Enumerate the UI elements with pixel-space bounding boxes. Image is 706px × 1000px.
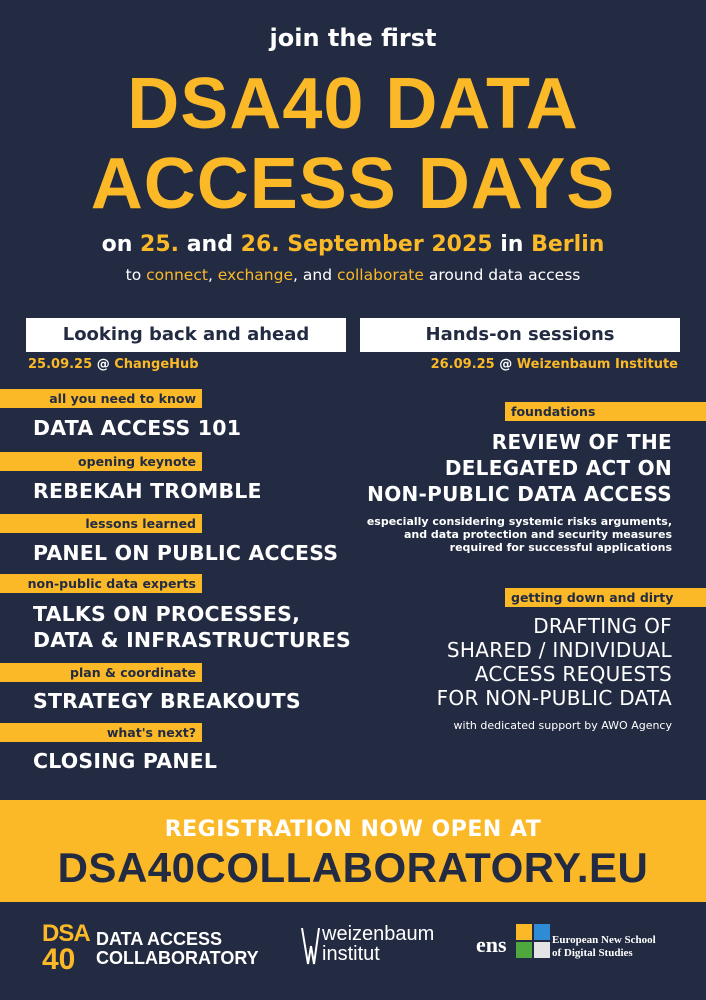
session-title-line3: NON-PUBLIC DATA ACCESS (367, 482, 672, 506)
day1-venue: ChangeHub (114, 357, 199, 372)
date-and: and (186, 232, 233, 257)
session-title-line1: DRAFTING OF (533, 614, 672, 638)
date-city: Berlin (531, 232, 605, 257)
weizenbaum-w-icon (300, 926, 320, 966)
weizenbaum-logo-line2: institut (322, 943, 380, 965)
session-subtitle-line1: especially considering systemic risks arguments, (366, 515, 672, 528)
session-title-line2: SHARED / INDIVIDUAL (446, 638, 672, 662)
weizenbaum-logo-line1: weizenbaum (322, 923, 435, 945)
session-tag: what's next? (0, 723, 202, 742)
session-title: PANEL ON PUBLIC ACCESS (33, 541, 339, 565)
session-title-line2: DATA & INFRASTRUCTURES (33, 628, 351, 652)
session-title: CLOSING PANEL (33, 749, 218, 773)
session-title-line4: FOR NON-PUBLIC DATA (436, 686, 672, 710)
tagline-sep1: , (207, 266, 218, 284)
dsa40-mark-top: DSA (42, 920, 90, 947)
day1-date-venue (28, 357, 199, 372)
date-day2: 26. September 2025 (240, 232, 493, 257)
ens-squares-icon (516, 924, 550, 958)
footer-logos (0, 902, 706, 1000)
session-subtitle-line2: and data protection and security measures (403, 528, 672, 541)
session-title-line1: TALKS ON PROCESSES, (33, 602, 301, 626)
tagline-connect: connect (146, 266, 208, 284)
session-tag: getting down and dirty (505, 588, 706, 607)
dsa40-mark (42, 922, 98, 974)
tagline-collaborate: collaborate (336, 266, 424, 284)
event-tagline (0, 266, 706, 284)
day2-date: 26.09.25 (430, 357, 495, 372)
session-subtitle-line3: required for successful applications (449, 541, 672, 554)
session-title-line2: DELEGATED ACT ON (444, 456, 672, 480)
dsa40-collaboratory-logo (42, 922, 282, 978)
dsa40-logo-line2: COLLABORATORY (96, 948, 259, 968)
day1-heading: Looking back and ahead (26, 318, 346, 352)
ens-logo-line1: European New School (552, 934, 656, 946)
session-tag: plan & coordinate (0, 663, 202, 682)
tagline-exchange: exchange (217, 266, 294, 284)
weizenbaum-logo-text (322, 924, 434, 964)
event-title-line2: ACCESS DAYS (90, 144, 616, 224)
session-tag: opening keynote (0, 452, 202, 471)
tagline-to: to (125, 266, 142, 284)
day2-at: @ (499, 357, 513, 372)
dsa40-logo-line1: DATA ACCESS (96, 929, 222, 949)
date-on: on (101, 232, 133, 257)
session-tag: non-public data experts (0, 574, 202, 593)
day1-date: 25.09.25 (28, 357, 93, 372)
registration-url[interactable]: DSA40COLLABORATORY.EU (57, 844, 649, 891)
ens-abbr: ens (476, 932, 507, 957)
weizenbaum-logo (300, 924, 460, 968)
ens-logo-text (552, 934, 656, 960)
dsa40-logo-text (96, 930, 259, 968)
session-tag: all you need to know (0, 389, 202, 408)
day2-heading: Hands-on sessions (360, 318, 680, 352)
session-title: REBEKAH TROMBLE (33, 479, 262, 503)
tagline-rest: around data access (428, 266, 581, 284)
registration-label: REGISTRATION NOW OPEN AT (164, 817, 542, 842)
ens-logo-line2: of Digital Studies (552, 947, 633, 959)
day2-venue: Weizenbaum Institute (516, 357, 678, 372)
registration-band (0, 800, 706, 902)
date-in: in (500, 232, 524, 257)
event-title-line1: DSA40 DATA (127, 64, 579, 144)
day2-date-venue (431, 357, 678, 372)
tagline-sep2: , and (293, 266, 333, 284)
ens-logo (476, 922, 676, 972)
session-title: DATA ACCESS 101 (33, 416, 242, 440)
session-title: STRATEGY BREAKOUTS (33, 689, 301, 713)
intro-text: join the first (269, 24, 437, 52)
dsa40-mark-bottom: 40 (42, 943, 76, 976)
event-dates (0, 232, 706, 257)
session-title-line1: REVIEW OF THE (491, 430, 672, 454)
session-tag: foundations (505, 402, 706, 421)
date-day1: 25. (140, 232, 180, 257)
day1-at: @ (96, 357, 110, 372)
session-note: with dedicated support by AWO Agency (453, 719, 672, 732)
session-title-line3: ACCESS REQUESTS (474, 662, 672, 686)
session-tag: lessons learned (0, 514, 202, 533)
